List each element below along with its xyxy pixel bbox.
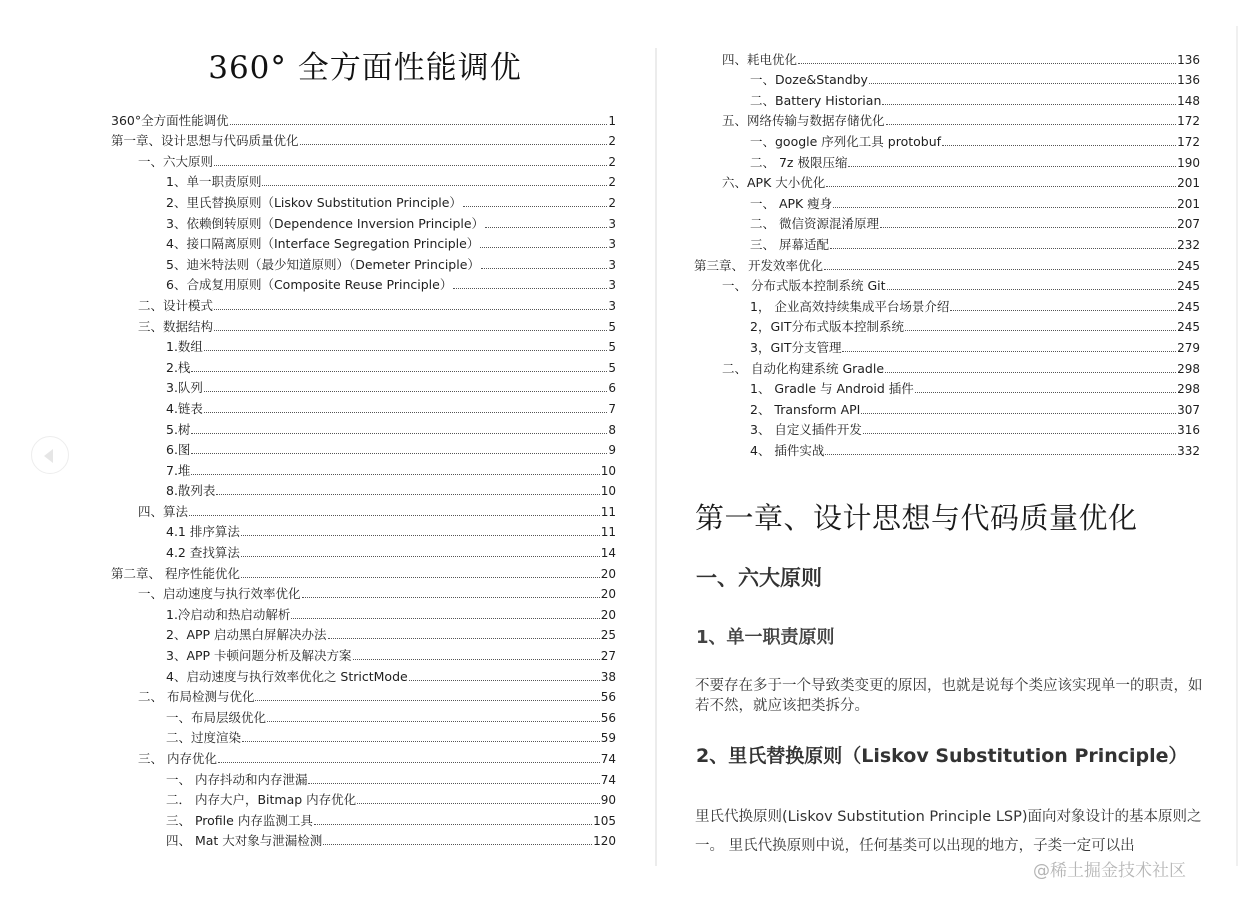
toc-entry[interactable] bbox=[111, 355, 616, 376]
toc-entry-page: 3 bbox=[608, 278, 616, 293]
toc-entry-page: 20 bbox=[600, 607, 616, 622]
toc-entry-page: 3 bbox=[608, 257, 616, 272]
toc-entry[interactable] bbox=[111, 664, 616, 685]
toc-entry[interactable] bbox=[694, 129, 1200, 150]
toc-entry-page: 11 bbox=[600, 504, 616, 519]
toc-entry-title: 3、依赖倒转原则（Dependence Inversion Principle） bbox=[166, 215, 485, 231]
toc-entry-title: 1、 Gradle 与 Android 插件 bbox=[750, 381, 914, 397]
toc-entry-title: 四、耗电优化 bbox=[722, 51, 798, 67]
toc-entry[interactable] bbox=[694, 377, 1200, 398]
toc-entry-title: 5、迪米特法则（最少知道原则）（Demeter Principle） bbox=[166, 256, 480, 272]
toc-leader-dots bbox=[830, 248, 1176, 249]
toc-leader-dots bbox=[861, 413, 1176, 414]
toc-entry-title: 三、 内存优化 bbox=[138, 751, 217, 766]
toc-entry[interactable] bbox=[111, 767, 616, 788]
toc-entry[interactable] bbox=[111, 417, 616, 438]
toc-entry[interactable] bbox=[111, 252, 616, 273]
toc-entry-page: 20 bbox=[600, 587, 616, 602]
toc-entry-title: 3、APP 卡顿问题分析及解决方案 bbox=[166, 648, 352, 664]
toc-entry-title: 二、 7z 极限压缩 bbox=[750, 154, 848, 170]
toc-entry[interactable] bbox=[111, 623, 616, 644]
toc-entry-page: 245 bbox=[1177, 258, 1200, 273]
toc-entry[interactable] bbox=[694, 315, 1200, 336]
toc-entry-page: 20 bbox=[600, 566, 616, 581]
toc-entry[interactable] bbox=[694, 150, 1200, 171]
toc-entry[interactable] bbox=[111, 314, 616, 335]
toc-entry-title: 3、 自定义插件开发 bbox=[750, 422, 862, 438]
toc-leader-dots bbox=[885, 372, 1176, 373]
toc-entry-page: 307 bbox=[1177, 402, 1200, 417]
toc-entry[interactable] bbox=[111, 129, 616, 150]
toc-entry-page: 279 bbox=[1177, 340, 1200, 355]
toc-entry[interactable] bbox=[111, 458, 616, 479]
toc-entry-page: 332 bbox=[1177, 443, 1200, 458]
toc-entry-page: 232 bbox=[1177, 237, 1200, 252]
toc-entry[interactable] bbox=[694, 232, 1200, 253]
toc-entry-page: 7 bbox=[608, 401, 616, 416]
toc-leader-dots bbox=[915, 392, 1176, 393]
toc-entry-title: 2、 Transform API bbox=[750, 401, 861, 417]
toc-entry-page: 90 bbox=[600, 793, 616, 808]
toc-entry-title: 第三章、 开发效率优化 bbox=[694, 257, 823, 273]
toc-entry-title: 360°全方面性能调优 bbox=[111, 112, 229, 128]
toc-entry-page: 59 bbox=[600, 731, 616, 746]
toc-leader-dots bbox=[308, 783, 599, 784]
toc-entry-title: 5.树 bbox=[166, 421, 191, 437]
toc-entry[interactable] bbox=[111, 232, 616, 253]
toc-leader-dots bbox=[191, 371, 607, 372]
toc-leader-dots bbox=[189, 515, 600, 516]
toc-entry[interactable] bbox=[111, 211, 616, 232]
toc-entry-page: 25 bbox=[600, 628, 616, 643]
toc-entry-page: 5 bbox=[608, 360, 616, 375]
toc-leader-dots bbox=[241, 556, 600, 557]
toc-entry-page: 5 bbox=[608, 340, 616, 355]
toc-entry-title: 2，GIT分布式版本控制系统 bbox=[750, 319, 904, 335]
toc-leader-dots bbox=[357, 803, 600, 804]
toc-entry-page: 56 bbox=[600, 690, 616, 705]
toc-entry-page: 74 bbox=[600, 772, 616, 787]
toc-entry-page: 9 bbox=[608, 443, 616, 458]
table-of-contents-right bbox=[694, 47, 1200, 459]
toc-leader-dots bbox=[485, 227, 607, 228]
toc-entry[interactable] bbox=[694, 88, 1200, 109]
toc-leader-dots bbox=[204, 391, 607, 392]
toc-leader-dots bbox=[480, 247, 607, 248]
toc-entry-title: 4.1 排序算法 bbox=[166, 524, 240, 540]
previous-page-button[interactable] bbox=[31, 436, 69, 474]
toc-entry-page: 2 bbox=[608, 195, 616, 210]
paragraph-1: 不要存在多于一个导致类变更的原因，也就是说每个类应该实现单一的职责，如若不然，就应该把类拆分。 bbox=[695, 678, 1203, 714]
toc-leader-dots bbox=[204, 350, 607, 351]
toc-entry-title: 一、启动速度与执行效率优化 bbox=[138, 586, 301, 602]
toc-entry[interactable] bbox=[694, 253, 1200, 274]
toc-entry-title: 五、网络传输与数据存储优化 bbox=[722, 113, 885, 129]
toc-entry-title: 1， 企业高效持续集成平台场景介绍 bbox=[750, 298, 950, 314]
toc-entry-page: 3 bbox=[608, 216, 616, 231]
toc-leader-dots bbox=[463, 206, 607, 207]
toc-leader-dots bbox=[323, 844, 592, 845]
toc-leader-dots bbox=[869, 83, 1176, 84]
toc-entry[interactable] bbox=[111, 479, 616, 500]
toc-entry-title: 三、 Profile 内存监测工具 bbox=[166, 812, 313, 828]
toc-entry-title: 1.冷启动和热启动解析 bbox=[166, 606, 291, 622]
toc-entry[interactable] bbox=[111, 829, 616, 850]
toc-leader-dots bbox=[328, 638, 600, 639]
toc-entry[interactable] bbox=[111, 438, 616, 459]
toc-leader-dots bbox=[453, 288, 607, 289]
toc-entry-title: 一、 分布式版本控制系统 Git bbox=[722, 278, 886, 294]
toc-entry-page: 201 bbox=[1177, 176, 1200, 191]
toc-entry-title: 6、合成复用原则（Composite Reuse Principle） bbox=[166, 277, 453, 293]
toc-entry-page: 3 bbox=[608, 298, 616, 313]
toc-entry[interactable] bbox=[694, 274, 1200, 295]
toc-entry-title: 四、 Mat 大对象与泄漏检测 bbox=[166, 833, 323, 849]
subsection-heading-2: 2、里氏替换原则（Liskov Substitution Principle） bbox=[696, 745, 1188, 767]
toc-entry-title: 一、 APK 瘦身 bbox=[750, 195, 833, 211]
toc-leader-dots bbox=[218, 762, 600, 763]
toc-leader-dots bbox=[863, 433, 1176, 434]
toc-entry-title: 4、启动速度与执行效率优化之 StrictMode bbox=[166, 668, 408, 684]
toc-entry-page: 6 bbox=[608, 381, 616, 396]
toc-leader-dots bbox=[191, 453, 607, 454]
toc-entry-page: 120 bbox=[593, 834, 616, 849]
triangle-left-icon bbox=[44, 449, 53, 463]
toc-entry[interactable] bbox=[111, 685, 616, 706]
toc-leader-dots bbox=[204, 412, 607, 413]
toc-entry-title: 4.2 查找算法 bbox=[166, 545, 240, 561]
toc-entry[interactable] bbox=[111, 602, 616, 623]
toc-entry-title: 第一章、设计思想与代码质量优化 bbox=[111, 133, 299, 149]
toc-entry-page: 245 bbox=[1177, 320, 1200, 335]
toc-leader-dots bbox=[905, 330, 1176, 331]
toc-entry[interactable] bbox=[111, 149, 616, 170]
toc-leader-dots bbox=[880, 227, 1176, 228]
toc-entry-title: 6.图 bbox=[166, 442, 191, 458]
toc-entry-page: 3 bbox=[608, 237, 616, 252]
toc-entry[interactable] bbox=[694, 68, 1200, 89]
section-heading: 一、六大原则 bbox=[696, 566, 822, 590]
toc-leader-dots bbox=[848, 166, 1176, 167]
toc-leader-dots bbox=[262, 185, 607, 186]
toc-entry[interactable] bbox=[111, 582, 616, 603]
toc-entry-title: 二、 微信资源混淆原理 bbox=[750, 216, 879, 232]
toc-entry-page: 298 bbox=[1177, 361, 1200, 376]
toc-entry-page: 38 bbox=[600, 669, 616, 684]
toc-entry-page: 172 bbox=[1177, 134, 1200, 149]
toc-entry-page: 10 bbox=[600, 463, 616, 478]
toc-entry-page: 172 bbox=[1177, 114, 1200, 129]
toc-leader-dots bbox=[302, 597, 600, 598]
subsection-heading-1: 1、单一职责原则 bbox=[696, 627, 835, 648]
toc-entry-title: 一、Doze&Standby bbox=[750, 72, 868, 88]
toc-entry[interactable] bbox=[111, 643, 616, 664]
toc-entry-page: 10 bbox=[600, 484, 616, 499]
toc-entry-title: 一、 内存抖动和内存泄漏 bbox=[166, 771, 308, 787]
toc-entry[interactable] bbox=[694, 212, 1200, 233]
toc-entry-page: 14 bbox=[600, 546, 616, 561]
toc-leader-dots bbox=[887, 289, 1177, 290]
toc-entry[interactable] bbox=[111, 726, 616, 747]
toc-entry[interactable] bbox=[111, 520, 616, 541]
toc-entry[interactable] bbox=[694, 47, 1200, 68]
toc-entry-page: 190 bbox=[1177, 155, 1200, 170]
page-edge bbox=[1236, 26, 1238, 866]
watermark: @稀土掘金技术社区 bbox=[1033, 861, 1186, 881]
toc-entry[interactable] bbox=[694, 191, 1200, 212]
toc-leader-dots bbox=[353, 659, 600, 660]
toc-entry-title: 3，GIT分支管理 bbox=[750, 339, 842, 355]
toc-leader-dots bbox=[833, 207, 1176, 208]
toc-entry-title: 2、APP 启动黑白屏解决办法 bbox=[166, 627, 327, 643]
toc-entry-page: 11 bbox=[600, 525, 616, 540]
toc-entry-page: 201 bbox=[1177, 196, 1200, 211]
toc-entry[interactable] bbox=[694, 294, 1200, 315]
toc-entry-page: 136 bbox=[1177, 52, 1200, 67]
toc-entry-title: 7.堆 bbox=[166, 462, 191, 478]
toc-leader-dots bbox=[300, 144, 608, 145]
toc-leader-dots bbox=[798, 63, 1176, 64]
toc-entry[interactable] bbox=[111, 540, 616, 561]
toc-entry-title: 1、单一职责原则 bbox=[166, 174, 262, 190]
toc-entry-page: 136 bbox=[1177, 73, 1200, 88]
toc-entry[interactable] bbox=[111, 746, 616, 767]
toc-entry[interactable] bbox=[111, 561, 616, 582]
toc-leader-dots bbox=[230, 124, 608, 125]
toc-entry[interactable] bbox=[694, 418, 1200, 439]
toc-entry-title: 二、设计模式 bbox=[138, 297, 214, 313]
chapter-heading: 第一章、设计思想与代码质量优化 bbox=[695, 501, 1138, 535]
toc-entry[interactable] bbox=[111, 335, 616, 356]
toc-entry-page: 56 bbox=[600, 710, 616, 725]
toc-leader-dots bbox=[214, 165, 607, 166]
toc-entry[interactable] bbox=[694, 397, 1200, 418]
toc-leader-dots bbox=[481, 268, 607, 269]
toc-entry-title: 六、APK 大小优化 bbox=[722, 175, 826, 191]
toc-entry[interactable] bbox=[111, 396, 616, 417]
toc-entry-page: 148 bbox=[1177, 93, 1200, 108]
toc-entry-page: 2 bbox=[608, 154, 616, 169]
toc-leader-dots bbox=[214, 309, 607, 310]
toc-entry-page: 5 bbox=[608, 319, 616, 334]
toc-entry-title: 三、数据结构 bbox=[138, 318, 214, 334]
toc-entry[interactable] bbox=[111, 293, 616, 314]
toc-entry-title: 4、 插件实战 bbox=[750, 442, 825, 458]
toc-entry[interactable] bbox=[694, 109, 1200, 130]
toc-leader-dots bbox=[942, 145, 1176, 146]
toc-entry-title: 一、布局层级优化 bbox=[166, 709, 267, 725]
toc-entry[interactable] bbox=[694, 171, 1200, 192]
toc-entry-page: 298 bbox=[1177, 382, 1200, 397]
toc-entry-page: 207 bbox=[1177, 217, 1200, 232]
toc-leader-dots bbox=[882, 104, 1176, 105]
toc-leader-dots bbox=[242, 741, 600, 742]
toc-leader-dots bbox=[886, 124, 1177, 125]
toc-entry[interactable] bbox=[111, 108, 616, 129]
document-title: 360° 全方面性能调优 bbox=[208, 50, 522, 86]
toc-entry[interactable] bbox=[111, 499, 616, 520]
toc-entry-title: 一、六大原则 bbox=[138, 153, 214, 169]
toc-entry-page: 74 bbox=[600, 752, 616, 766]
toc-entry-title: 2.栈 bbox=[166, 359, 191, 375]
toc-entry-title: 4.链表 bbox=[166, 400, 203, 416]
toc-entry[interactable] bbox=[111, 273, 616, 294]
toc-leader-dots bbox=[825, 454, 1176, 455]
toc-leader-dots bbox=[291, 618, 599, 619]
toc-leader-dots bbox=[191, 474, 599, 475]
toc-entry-title: 二、 布局检测与优化 bbox=[138, 689, 255, 705]
toc-entry-title: 二． 内存大户，Bitmap 内存优化 bbox=[166, 792, 357, 808]
toc-entry-title: 二、过度渲染 bbox=[166, 730, 242, 746]
toc-entry-title: 4、接口隔离原则（Interface Segregation Principle） bbox=[166, 236, 480, 252]
toc-leader-dots bbox=[950, 310, 1176, 311]
toc-entry-title: 三、 屏幕适配 bbox=[750, 236, 829, 252]
toc-leader-dots bbox=[255, 700, 599, 701]
toc-leader-dots bbox=[826, 186, 1176, 187]
toc-entry-page: 2 bbox=[608, 175, 616, 190]
toc-leader-dots bbox=[241, 535, 600, 536]
toc-entry[interactable] bbox=[694, 335, 1200, 356]
toc-entry-page: 245 bbox=[1177, 279, 1200, 294]
toc-entry[interactable] bbox=[111, 170, 616, 191]
toc-leader-dots bbox=[241, 577, 600, 578]
toc-entry-title: 8.散列表 bbox=[166, 483, 216, 499]
toc-entry-page: 2 bbox=[608, 134, 616, 149]
toc-entry-page: 316 bbox=[1177, 423, 1200, 438]
toc-entry-title: 3.队列 bbox=[166, 380, 203, 396]
toc-leader-dots bbox=[267, 721, 600, 722]
toc-entry-title: 二、Battery Historian bbox=[750, 92, 882, 108]
toc-entry-page: 8 bbox=[608, 422, 616, 437]
toc-entry[interactable] bbox=[111, 190, 616, 211]
table-of-contents-left bbox=[111, 108, 616, 849]
toc-entry-title: 2、里氏替换原则（Liskov Substitution Principle） bbox=[166, 194, 462, 210]
toc-entry-title: 1.数组 bbox=[166, 339, 203, 355]
toc-leader-dots bbox=[842, 351, 1176, 352]
toc-entry[interactable] bbox=[111, 788, 616, 809]
toc-leader-dots bbox=[214, 330, 607, 331]
toc-entry[interactable] bbox=[111, 808, 616, 829]
toc-entry[interactable] bbox=[694, 438, 1200, 459]
toc-entry[interactable] bbox=[111, 705, 616, 726]
toc-leader-dots bbox=[409, 680, 600, 681]
toc-leader-dots bbox=[216, 494, 599, 495]
toc-entry-page: 1 bbox=[608, 113, 616, 128]
toc-entry-title: 一、google 序列化工具 protobuf bbox=[750, 133, 942, 149]
toc-entry-page: 105 bbox=[593, 813, 616, 828]
toc-entry[interactable] bbox=[111, 376, 616, 397]
toc-leader-dots bbox=[824, 269, 1176, 270]
toc-leader-dots bbox=[191, 433, 607, 434]
toc-entry-title: 第二章、 程序性能优化 bbox=[111, 565, 240, 581]
toc-entry-title: 二、 自动化构建系统 Gradle bbox=[722, 360, 885, 376]
paragraph-2: 里氏代换原则(Liskov Substitution Principle LSP)面向对象设计的基本原则之一。 里氏代换原则中说，任何基类可以出现的地方，子类一定可以出 bbox=[695, 809, 1202, 854]
toc-entry[interactable] bbox=[694, 356, 1200, 377]
toc-entry-title: 四、算法 bbox=[138, 503, 189, 519]
toc-entry-page: 245 bbox=[1177, 299, 1200, 314]
toc-leader-dots bbox=[314, 824, 592, 825]
toc-entry-page: 27 bbox=[600, 649, 616, 664]
